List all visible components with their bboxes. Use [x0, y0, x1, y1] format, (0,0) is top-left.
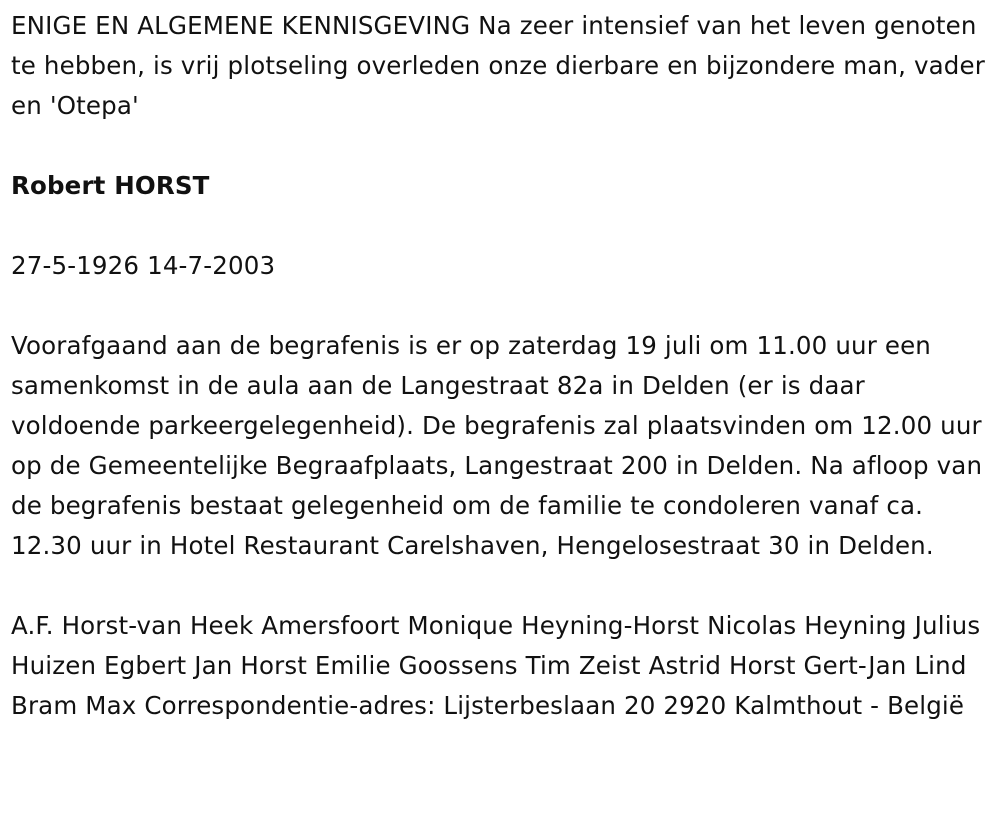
- funeral-details: Voorafgaand aan de begrafenis is er op zaterdag 19 juli om 11.00 uur een samenkomst in de aula aan de Langestraat 82a in Delden (er is daar voldoende parkeergelegenheid). De begrafenis zal plaatsvinden om 12.00 uur op de Gemeentelijke Begraafplaats, Langestraat 200 in Delden. Na afloop van de begrafenis bestaat gelegenheid om de familie te condoleren vanaf ca. 12.30 uur in Hotel Restaurant Carelshaven, Hengelosestraat 30 in Delden.: [11, 331, 983, 560]
- notice-intro: ENIGE EN ALGEMENE KENNISGEVING Na zeer intensief van het leven genoten te hebben, is vrij plotseling overleden onze dierbare en bijzondere man, vader en 'Otepa': [11, 11, 985, 120]
- deceased-name: Robert HORST: [11, 171, 210, 200]
- death-notice: [11, 6, 993, 726]
- life-dates: 27-5-1926 14-7-2003: [11, 251, 276, 280]
- family-and-correspondence-address: A.F. Horst-van Heek Amersfoort Monique Heyning-Horst Nicolas Heyning Julius Huizen Egbert Jan Horst Emilie Goossens Tim Zeist Astrid Horst Gert-Jan Lind Bram Max Correspondentie-adres: Lijsterbeslaan 20 2920 Kalmthout - België: [11, 611, 981, 720]
